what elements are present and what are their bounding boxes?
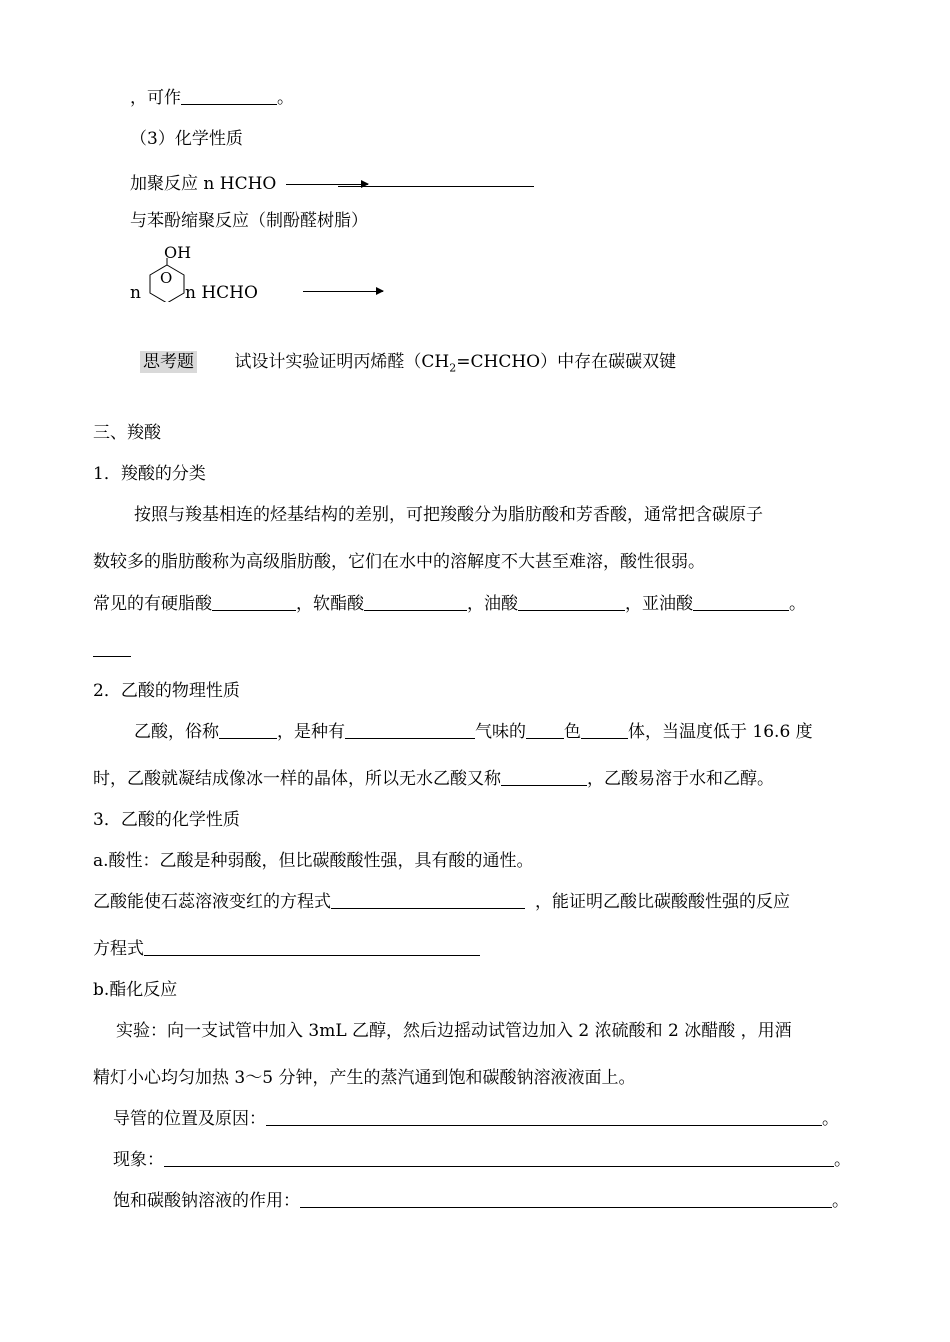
- blank-litmus-equation[interactable]: [331, 890, 525, 909]
- chem-properties-heading: （3）化学性质: [130, 129, 243, 149]
- experiment-line-1: 实验：向一支试管中加入 3mL 乙醇，然后边摇动试管边加入 2 浓硫酸和 2 冰醋酸 ，用酒: [116, 1021, 792, 1041]
- blank-linoleic[interactable]: [693, 592, 789, 611]
- esterification-heading: b.酯化反应: [93, 980, 178, 1000]
- reaction-arrow-icon: [303, 291, 383, 292]
- nhcho-label: n HCHO: [185, 283, 258, 303]
- physical-line-1: 乙酸，俗称 ，是种有 气味的 色 体，当温度低于 16.6 度: [134, 722, 813, 742]
- blank-common-name[interactable]: [219, 720, 277, 739]
- oh-label: OH: [164, 243, 192, 262]
- experiment-line-2: 精灯小心均匀加热 3～5 分钟，产生的蒸汽通到饱和碳酸钠溶液液面上。: [93, 1068, 636, 1088]
- physical-line-2: 时，乙酸就凝结成像冰一样的晶体，所以无水乙酸又称 ，乙酸易溶于水和乙醇。: [93, 769, 774, 789]
- blank-use[interactable]: [181, 86, 277, 105]
- blank-oleic[interactable]: [518, 592, 625, 611]
- na2co3-function-line: 饱和碳酸钠溶液的作用： 。: [113, 1191, 849, 1211]
- equation-line: 方程式: [93, 937, 480, 961]
- think-tag: 思考题: [140, 351, 197, 373]
- blank-phenomenon[interactable]: [164, 1148, 834, 1167]
- blank-state[interactable]: [581, 720, 628, 739]
- acidity-line: a.酸性：乙酸是种弱酸，但比碳酸酸性强，具有酸的通性。: [93, 851, 534, 871]
- blank-carbonic-equation[interactable]: [144, 937, 480, 956]
- blank-continuation[interactable]: [93, 656, 131, 657]
- heading-chemical: 3．乙酸的化学性质: [93, 810, 240, 830]
- section-title: 三、羧酸: [93, 423, 161, 443]
- heading-classification: 1．羧酸的分类: [93, 464, 206, 484]
- phenomenon-line: 现象： 。: [113, 1150, 851, 1170]
- blank-glacial[interactable]: [501, 767, 587, 786]
- litmus-line: 乙酸能使石蕊溶液变红的方程式 ，能证明乙酸比碳酸酸性强的反应: [93, 892, 790, 912]
- blank-tube-position[interactable]: [266, 1107, 822, 1126]
- tube-position-line: 导管的位置及原因： 。: [113, 1109, 839, 1129]
- ring-o-label: O: [160, 269, 173, 287]
- blank-odor[interactable]: [345, 720, 475, 739]
- addition-polymerization-line: 加聚反应 n HCHO: [130, 168, 534, 196]
- reaction-arrow-icon: [286, 184, 368, 185]
- common-acids-line: 常见的有硬脂酸 ，软酯酸 ，油酸 ，亚油酸 。: [93, 594, 806, 614]
- phenol-condensation-heading: 与苯酚缩聚反应（制酚醛树脂）: [130, 211, 368, 231]
- blank-palmitic[interactable]: [364, 592, 467, 611]
- blank-stearic[interactable]: [212, 592, 296, 611]
- heading-physical: 2．乙酸的物理性质: [93, 681, 240, 701]
- n-label: n: [130, 283, 141, 303]
- blank-na2co3-function[interactable]: [300, 1189, 832, 1208]
- paragraph-line: 数较多的脂肪酸称为高级脂肪酸，它们在水中的溶解度不大甚至难溶，酸性很弱。: [93, 552, 705, 572]
- blank-color[interactable]: [526, 720, 564, 739]
- paragraph-line: 按照与羧基相连的烃基结构的差别，可把羧酸分为脂肪酸和芳香酸，通常把含碳原子: [134, 505, 763, 525]
- think-question-line: 思考题 试设计实验证明丙烯醛$(CH_2=CHCHO)$中存在碳碳双键: [140, 350, 676, 380]
- use-line: ，可作 。: [130, 88, 294, 108]
